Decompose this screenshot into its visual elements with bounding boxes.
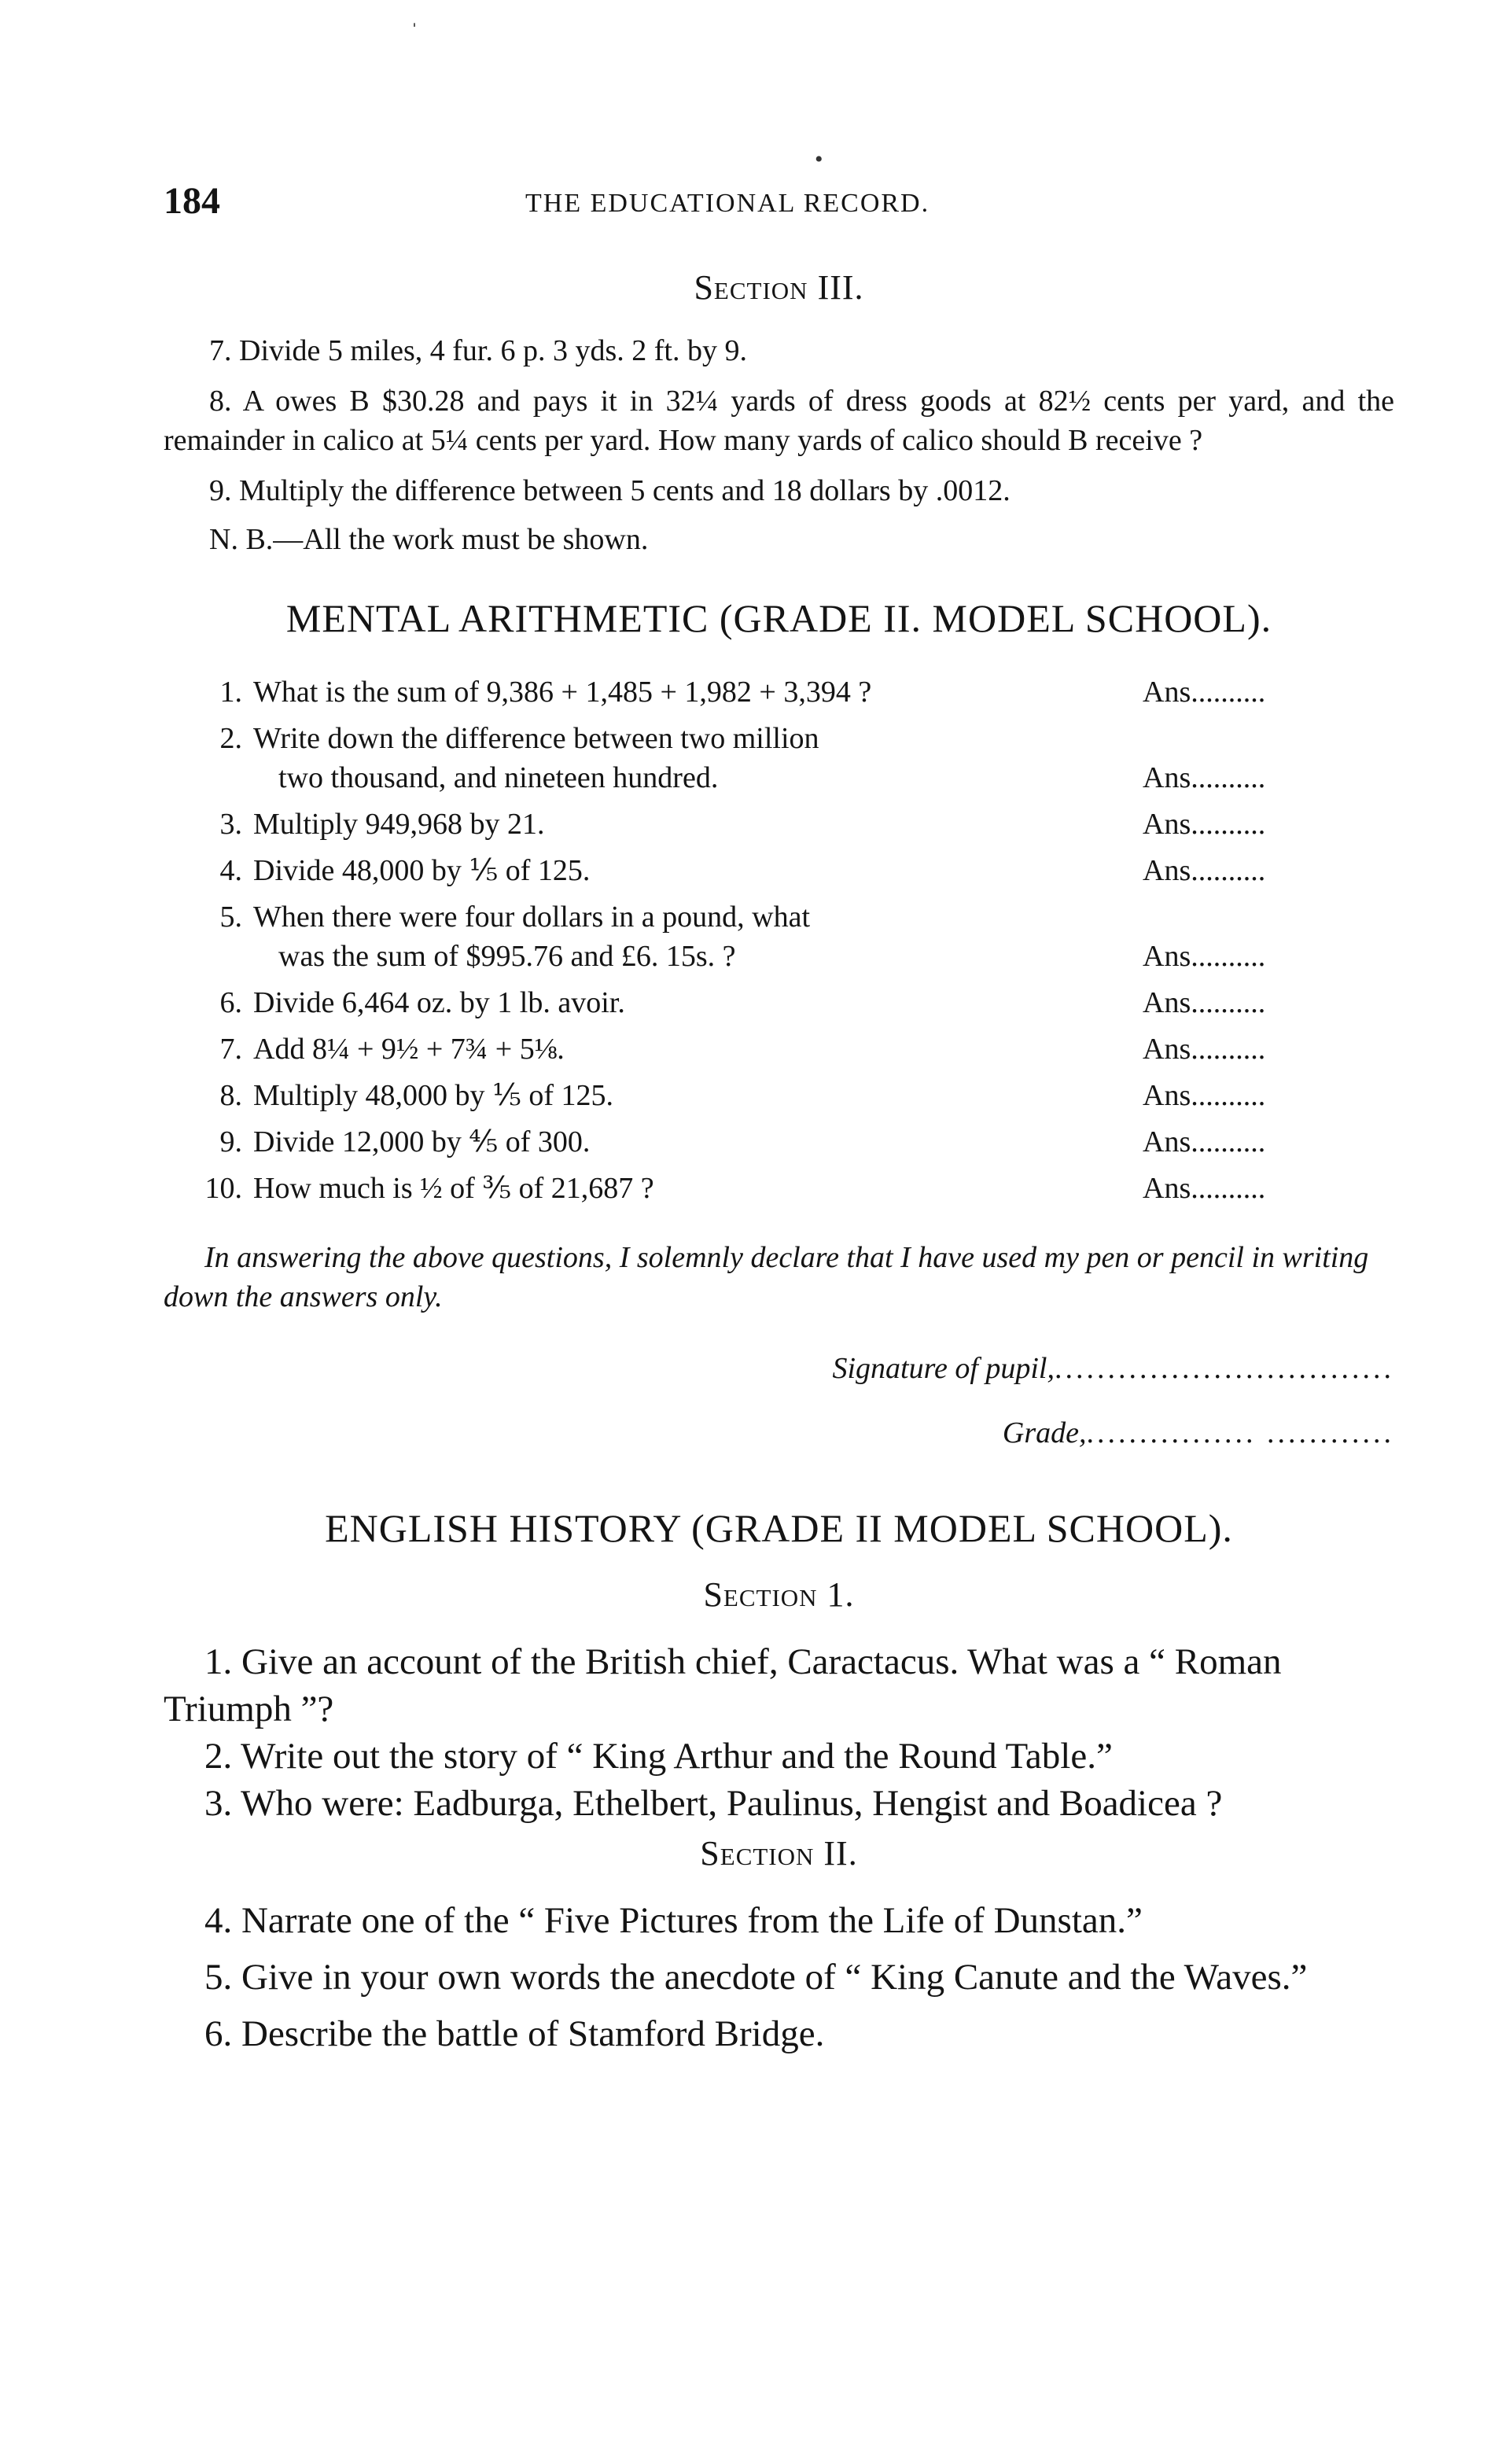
list-item: 5. When there were four dollars in a pound, what was the sum of $995.76 and £6. 15s. ? Ans.......... (179, 897, 1394, 976)
pupil-declaration: In answering the above questions, I solemnly declare that I have used my pen or pencil in writing down the answers only. (164, 1241, 1369, 1313)
work-note: N. B.—All the work must be shown. (209, 523, 649, 556)
section-ii-heading: Section II. (700, 1834, 858, 1873)
print-speck: • (815, 146, 823, 172)
answer-blank: Ans.......... (1143, 1125, 1266, 1158)
journal-title: THE EDUCATIONAL RECORD. (525, 189, 930, 218)
list-item: 3. Multiply 949,968 by 21. Ans.......... (179, 805, 1394, 844)
history-section-2-questions (164, 1897, 1394, 2057)
grade-blank: ................ ............ (1086, 1416, 1394, 1449)
answer-blank: Ans.......... (1143, 1172, 1266, 1205)
answer-blank: Ans.......... (1143, 761, 1266, 794)
answer-blank: Ans.......... (1143, 808, 1266, 841)
history-question-3: 3. Who were: Eadburga, Ethelbert, Paulinus, Hengist and Boadicea ? (204, 1783, 1223, 1824)
list-item: 6. Divide 6,464 oz. by 1 lb. avoir. Ans.......... (179, 983, 1394, 1022)
mental-arithmetic-list (179, 672, 1394, 1208)
print-speck: ˈ (410, 19, 418, 45)
list-item: 2. Write down the difference between two million two thousand, and nineteen hundred. Ans.......... (179, 719, 1394, 797)
question-9: 9. Multiply the difference between 5 cents and 18 dollars by .0012. (209, 474, 1011, 507)
signature-label: Signature of pupil, (832, 1352, 1055, 1385)
list-item: 1. What is the sum of 9,386 + 1,485 + 1,982 + 3,394 ? Ans.......... (179, 672, 1394, 712)
history-question-2: 2. Write out the story of “ King Arthur and the Round Table.” (204, 1736, 1113, 1777)
english-history-heading: ENGLISH HISTORY (GRADE II MODEL SCHOOL). (325, 1506, 1233, 1550)
mental-arithmetic-heading: MENTAL ARITHMETIC (GRADE II. MODEL SCHOOL). (285, 596, 1272, 640)
answer-blank: Ans.......... (1143, 676, 1266, 709)
answer-blank: Ans.......... (1143, 1079, 1266, 1112)
section-iii-questions (164, 331, 1394, 559)
signature-line (164, 1351, 1394, 1386)
answer-blank: Ans.......... (1143, 940, 1266, 973)
list-item: 9. Divide 12,000 by ⅘ of 300. Ans.......... (179, 1122, 1394, 1162)
grade-label: Grade, (1002, 1416, 1087, 1449)
list-item: 8. Multiply 48,000 by ⅕ of 125. Ans.......... (179, 1076, 1394, 1115)
list-item: 4. Divide 48,000 by ⅕ of 125. Ans.......... (179, 851, 1394, 890)
grade-line (164, 1416, 1394, 1450)
list-item: 10. How much is ½ of ⅗ of 21,687 ? Ans.......... (179, 1169, 1394, 1208)
history-question-1: 1. Give an account of the British chief, Caractacus. What was a “ Roman Triumph ”? (164, 1641, 1282, 1729)
list-item: 7. Add 8¼ + 9½ + 7¾ + 5⅛. Ans.......... (179, 1029, 1394, 1069)
signature-blank: ................................ (1055, 1352, 1394, 1385)
history-section-1-questions (164, 1638, 1394, 1827)
answer-blank: Ans.......... (1143, 986, 1266, 1019)
running-head (164, 179, 1394, 227)
section-1-heading: Section 1. (703, 1575, 855, 1614)
history-question-6: 6. Describe the battle of Stamford Bridge. (204, 2013, 825, 2054)
answer-blank: Ans.......... (1143, 1033, 1266, 1066)
question-7: 7. Divide 5 miles, 4 fur. 6 p. 3 yds. 2 ft. by 9. (209, 334, 747, 367)
page-content (164, 179, 1394, 2057)
answer-blank: Ans.......... (1143, 854, 1266, 887)
history-question-5: 5. Give in your own words the anecdote of “ King Canute and the Waves.” (204, 1957, 1308, 1998)
question-8: 8. A owes B $30.28 and pays it in 32¼ yards of dress goods at 82½ cents per yard, and the remainder in calico at 5¼ cents per yard. How many yards of calico should B receive ? (164, 385, 1394, 457)
section-iii-heading: Section III. (694, 268, 864, 307)
page-number: 184 (164, 180, 220, 222)
history-question-4: 4. Narrate one of the “ Five Pictures from the Life of Dunstan.” (204, 1900, 1143, 1941)
